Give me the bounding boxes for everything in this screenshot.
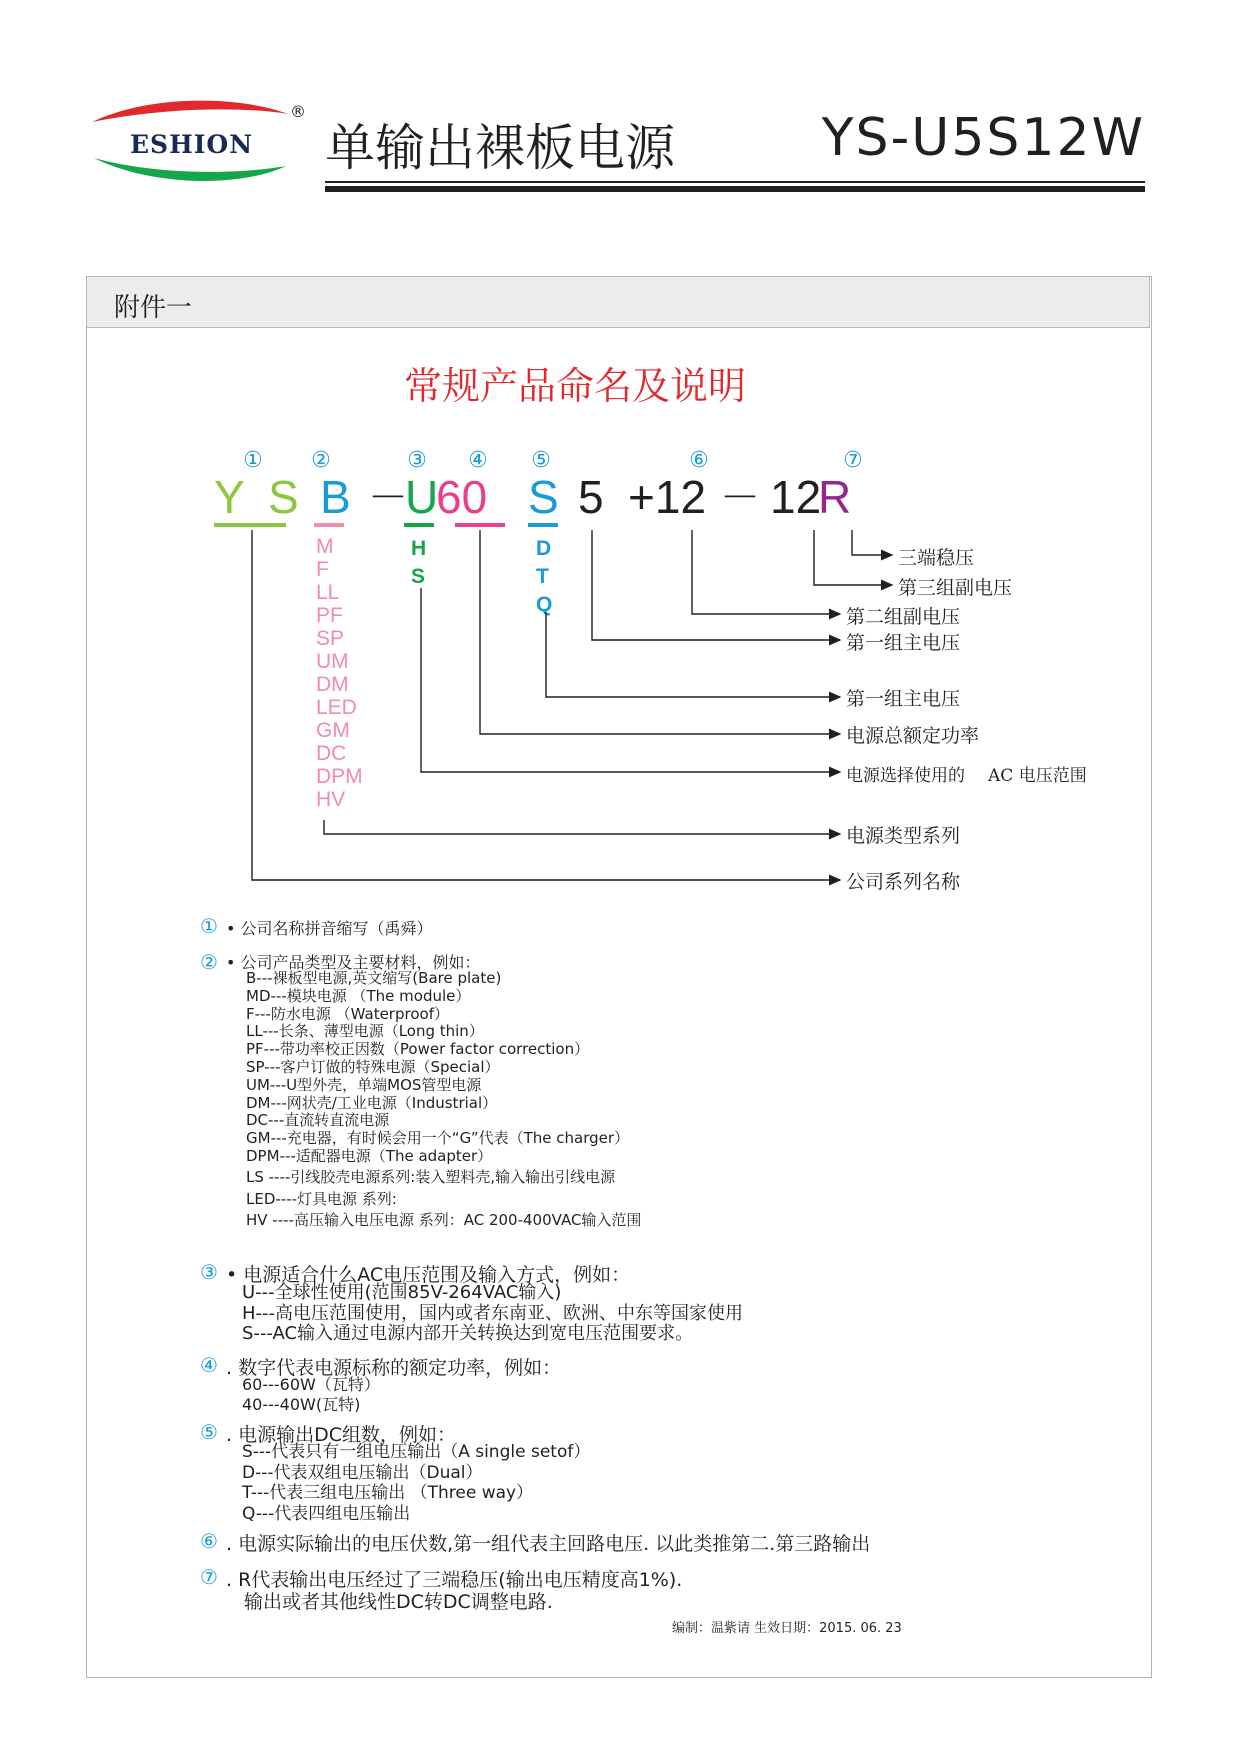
note-2-item: DC---直流转直流电源 (246, 1111, 390, 1130)
note-2-item: LED----灯具电源 系列: (246, 1189, 397, 1208)
note-3-items (242, 1283, 743, 1345)
note-3-item: U---全球性使用(范围85V-264VAC输入) (242, 1282, 562, 1303)
code-b: B (320, 471, 351, 523)
note-2-item: PF---带功率校正因数（Power factor correction） (246, 1040, 590, 1059)
note-2-item: UM---U型外壳，单端MOS管型电源 (246, 1075, 482, 1094)
type-option: DPM (316, 765, 363, 788)
type-option: F (316, 558, 329, 581)
code-u: U (405, 471, 439, 523)
note-5-number: ⑤ (200, 1420, 218, 1444)
note-2-item: HV ----高压输入电压电源 系列：AC 200-400VAC输入范围 (246, 1211, 642, 1230)
note-1-text: • 公司名称拼音缩写（禹舜） (226, 919, 433, 938)
note-3-text: • 电源适合什么AC电压范围及输入方式，例如： (226, 1264, 631, 1286)
note-3-item: S---AC输入通过电源内部开关转换达到宽电压范围要求。 (242, 1323, 694, 1344)
circled-number-7: ⑦ (843, 448, 863, 473)
circled-number-4: ④ (468, 448, 488, 473)
note-2-text: • 公司产品类型及主要材料，例如： (226, 953, 481, 972)
circled-number-5: ⑤ (531, 448, 551, 473)
type-option: GM (316, 719, 350, 742)
code-dash-2: － (720, 475, 760, 521)
note-4-item: 60---60W（瓦特） (242, 1375, 380, 1394)
label-first-main-a: 第一组主电压 (846, 632, 961, 654)
code-5: 5 (578, 471, 604, 523)
footer-info: 编制：温紫请 生效日期：2015. 06. 23 (672, 1621, 902, 1636)
label-type-series: 电源类型系列 (846, 825, 961, 847)
note-2-items (246, 970, 641, 1230)
note-4-text: . 数字代表电源标称的额定功率，例如： (226, 1357, 562, 1379)
note-2-item: F---防水电源 （Waterproof） (246, 1004, 449, 1023)
note-3-item: H---高电压范围使用，国内或者东南亚、欧洲、中东等国家使用 (242, 1302, 744, 1324)
note-3-number: ③ (200, 1260, 218, 1284)
note-5-item: T---代表三组电压输出 （Three way） (242, 1483, 534, 1503)
label-first-main-b: 第一组主电压 (846, 688, 961, 710)
type-option: DC (316, 742, 347, 765)
code-plus12: +12 (628, 471, 707, 523)
code-s-output: S (528, 471, 559, 523)
note-2-item: MD---模块电源 （The module） (246, 986, 471, 1005)
note-2-number: ② (200, 950, 218, 974)
note-5-item: S---代表只有一组电压输出（A single setof） (242, 1442, 591, 1462)
code-r: R (818, 471, 852, 523)
type-option: PF (316, 604, 343, 627)
code-12: 12 (770, 471, 822, 523)
voltage-option: S (411, 565, 426, 588)
note-6-number: ⑥ (200, 1529, 218, 1553)
label-second-aux: 第二组副电压 (846, 606, 961, 628)
code-s: S (268, 471, 299, 523)
label-third-aux: 第三组副电压 (898, 577, 1013, 599)
label-company-series: 公司系列名称 (846, 871, 961, 893)
note-2-item: GM---充电器，有时候会用一个“G”代表（The charger） (246, 1129, 630, 1148)
note-2-item: DM---网状壳/工业电源（Industrial） (246, 1093, 498, 1112)
note-2-item: LS ----引线胶壳电源系列:装入塑料壳,输入输出引线电源 (246, 1167, 616, 1186)
output-option: D (536, 537, 552, 560)
note-2-item: DPM---适配器电源（The adapter） (246, 1146, 493, 1165)
output-option: T (536, 565, 549, 588)
model-code: YS-U5S12W (821, 108, 1145, 168)
note-4-item: 40---40W(瓦特) (242, 1395, 361, 1414)
note-5-item: Q---代表四组电压输出 (242, 1503, 411, 1524)
circled-number-2: ② (311, 448, 331, 473)
note-2-item: LL---长条、薄型电源（Long thin） (246, 1022, 484, 1041)
output-option: Q (536, 593, 553, 616)
note-2-item: B---裸板型电源,英文缩写(Bare plate) (246, 969, 502, 987)
document-title: 单输出裸板电源 (325, 119, 675, 177)
note-2-item: SP---客户订做的特殊电源（Special） (246, 1057, 500, 1076)
label-ac-range-b: AC 电压范围 (988, 766, 1087, 786)
note-1-number: ① (200, 914, 218, 938)
section-tab-label: 附件一 (114, 293, 193, 323)
note-4-number: ④ (200, 1353, 218, 1377)
type-option: UM (316, 650, 349, 673)
type-option: HV (316, 788, 346, 811)
note-7-text: . R代表输出电压经过了三端稳压(输出电压精度高1%). (226, 1569, 683, 1591)
label-total-power: 电源总额定功率 (846, 725, 980, 747)
code-dash-1: － (368, 475, 408, 521)
note-5-items (242, 1442, 590, 1524)
logo-text: ESHION (130, 130, 254, 159)
type-option: LL (316, 581, 340, 604)
type-option: DM (316, 673, 349, 696)
code-60: 60 (436, 471, 488, 523)
type-option: SP (316, 627, 345, 650)
circled-number-6: ⑥ (689, 448, 709, 473)
circled-number-3: ③ (407, 448, 427, 473)
note-7-text-2: 输出或者其他线性DC转DC调整电路. (244, 1591, 553, 1613)
section-title: 常规产品命名及说明 (403, 364, 746, 408)
voltage-option: H (411, 537, 427, 560)
note-5-text: . 电源输出DC组数，例如： (226, 1424, 456, 1446)
label-regulator: 三端稳压 (898, 547, 975, 569)
note-5-item: D---代表双组电压输出（Dual） (242, 1462, 483, 1483)
note-4-items (242, 1375, 380, 1415)
type-option: LED (316, 696, 357, 719)
type-option: M (316, 535, 334, 558)
note-6-text: . 电源实际输出的电压伏数,第一组代表主回路电压. 以此类推第二.第三路输出 (226, 1533, 871, 1555)
label-ac-range-a: 电源选择使用的 (846, 766, 965, 786)
circled-number-1: ① (243, 448, 263, 473)
code-y: Y (214, 471, 245, 523)
registered-mark: ® (290, 102, 306, 121)
note-7-number: ⑦ (200, 1565, 218, 1589)
